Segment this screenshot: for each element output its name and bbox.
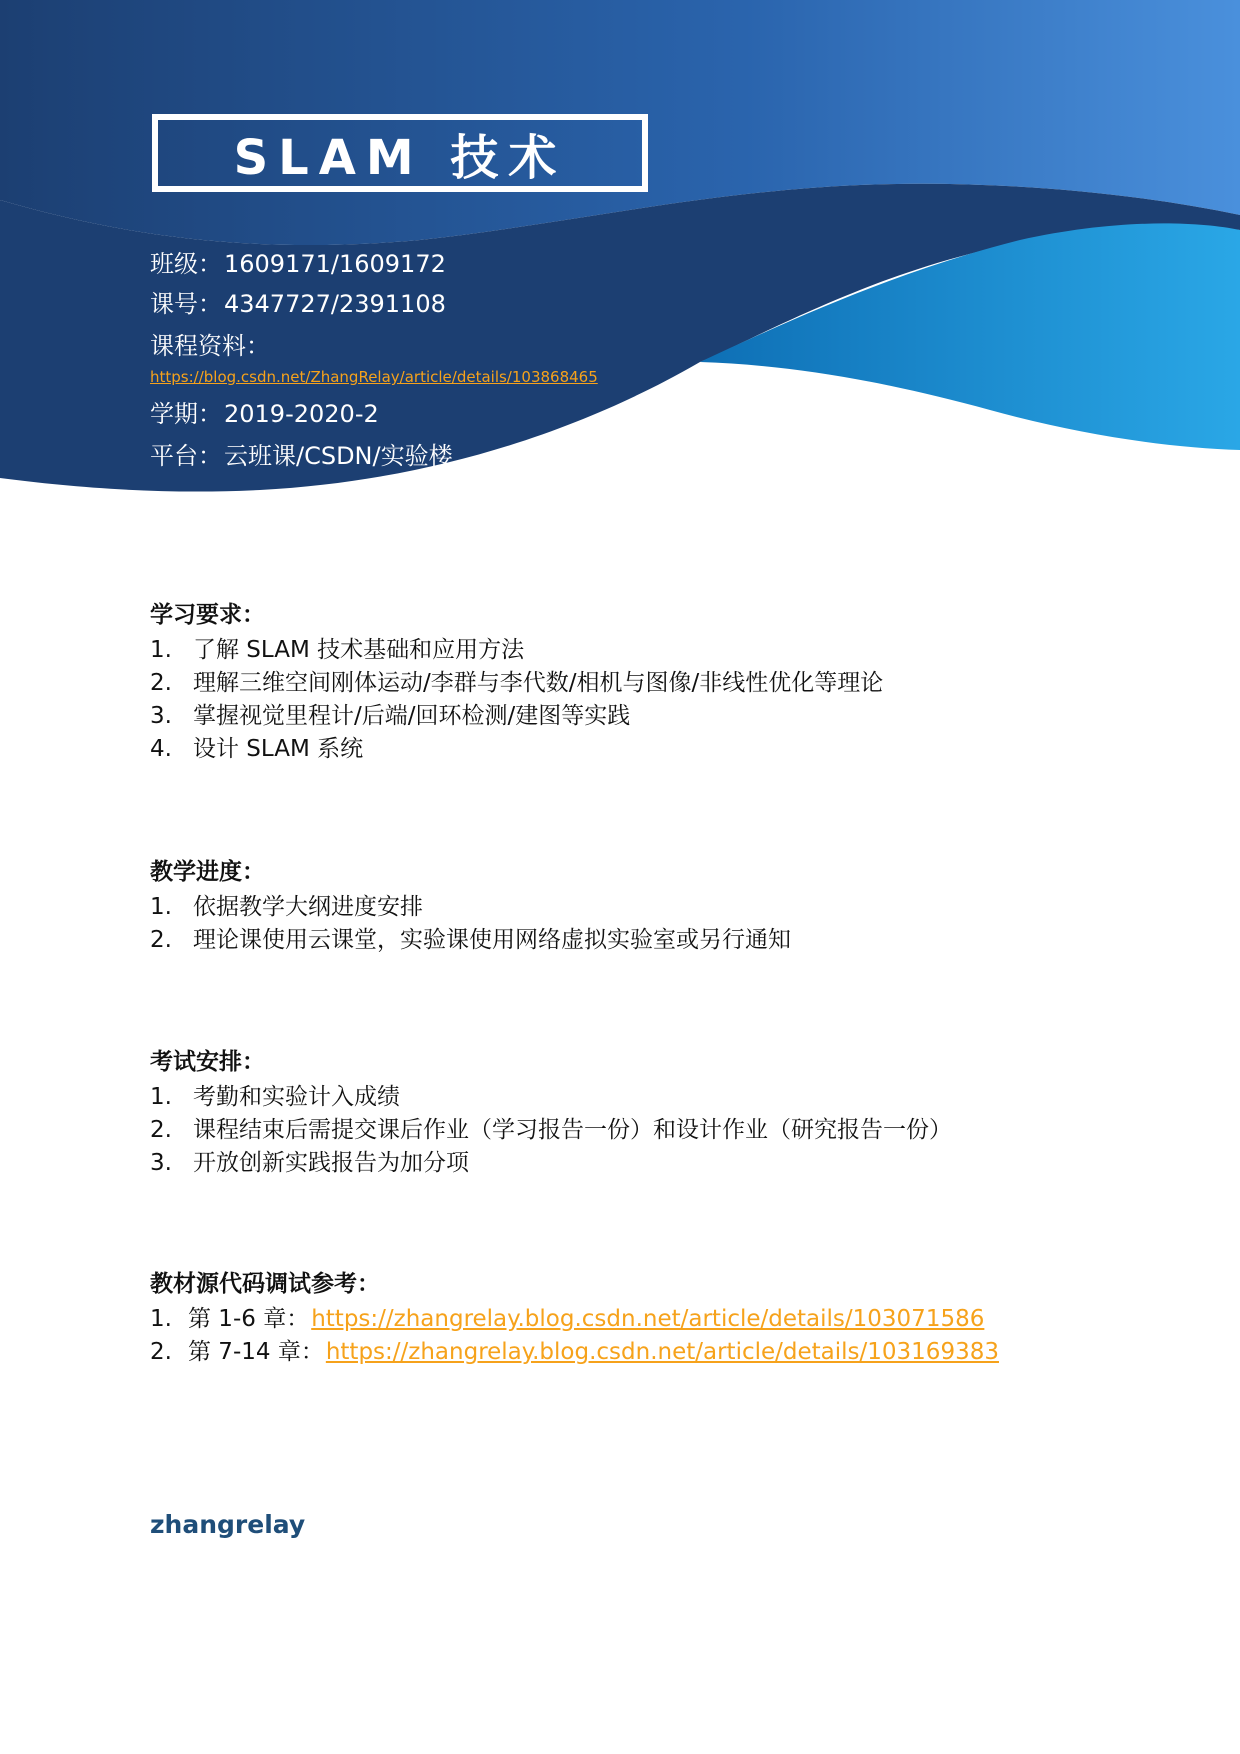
list-item <box>150 1303 1150 1336</box>
list-item <box>150 1147 1150 1180</box>
platform-label: 平台： <box>150 442 222 470</box>
item-text: 开放创新实践报告为加分项 <box>193 1150 469 1176</box>
list-item <box>150 634 1150 667</box>
exam-heading: 考试安排： <box>150 1049 265 1075</box>
class-value: 1609171/1609172 <box>224 250 446 278</box>
list-item <box>150 891 1150 924</box>
list-item <box>150 733 1150 766</box>
item-number: 2. <box>150 1339 172 1365</box>
term-line <box>150 398 379 430</box>
requirements-list <box>150 634 1150 766</box>
course-label: 课号： <box>150 290 222 318</box>
source-list <box>150 1303 1150 1369</box>
exam-section <box>150 1045 1150 1180</box>
requirements-section <box>150 598 1150 766</box>
item-number: 1. <box>150 1306 172 1332</box>
materials-label: 课程资料： <box>150 332 270 360</box>
progress-section <box>150 855 1150 957</box>
platform-line <box>150 440 453 472</box>
source-section <box>150 1267 1150 1369</box>
term-label: 学期： <box>150 400 222 428</box>
item-text: 课程结束后需提交课后作业（学习报告一份）和设计作业（研究报告一份） <box>193 1117 952 1143</box>
term-value: 2019-2020-2 <box>224 400 379 428</box>
item-text: 设计 SLAM 系统 <box>193 736 364 762</box>
source-heading: 教材源代码调试参考： <box>150 1271 380 1297</box>
item-text: 了解 SLAM 技术基础和应用方法 <box>193 637 525 663</box>
author-signature: zhangrelay <box>150 1510 306 1539</box>
item-number: 3. <box>150 1150 172 1176</box>
progress-heading: 教学进度： <box>150 859 265 885</box>
item-label: 第 1-6 章： <box>188 1306 310 1332</box>
item-number: 2. <box>150 927 172 953</box>
item-label: 第 7-14 章： <box>188 1339 324 1365</box>
materials-link[interactable]: https://blog.csdn.net/ZhangRelay/article/details/103868465 <box>150 368 598 386</box>
list-item <box>150 667 1150 700</box>
course-value: 4347727/2391108 <box>224 290 446 318</box>
list-item <box>150 700 1150 733</box>
progress-list <box>150 891 1150 957</box>
course-line <box>150 288 446 320</box>
platform-value: 云班课/CSDN/实验楼 <box>224 442 453 470</box>
item-number: 1. <box>150 637 172 663</box>
materials-line <box>150 330 270 362</box>
item-number: 2. <box>150 670 172 696</box>
title-box <box>152 114 648 192</box>
item-number: 2. <box>150 1117 172 1143</box>
item-number: 1. <box>150 1084 172 1110</box>
exam-list <box>150 1081 1150 1180</box>
source-link-chapters-7-14[interactable]: https://zhangrelay.blog.csdn.net/article/details/103169383 <box>325 1339 999 1365</box>
item-number: 1. <box>150 894 172 920</box>
requirements-heading: 学习要求： <box>150 602 265 628</box>
class-line <box>150 248 446 280</box>
item-text: 依据教学大纲进度安排 <box>193 894 423 920</box>
page-title: SLAM 技术 <box>233 129 567 186</box>
list-item <box>150 1336 1150 1369</box>
item-number: 3. <box>150 703 172 729</box>
item-text: 理论课使用云课堂，实验课使用网络虚拟实验室或另行通知 <box>193 927 791 953</box>
item-text: 理解三维空间刚体运动/李群与李代数/相机与图像/非线性优化等理论 <box>193 670 884 696</box>
list-item <box>150 1114 1150 1147</box>
source-link-chapters-1-6[interactable]: https://zhangrelay.blog.csdn.net/article/details/103071586 <box>311 1306 985 1332</box>
list-item <box>150 1081 1150 1114</box>
item-number: 4. <box>150 736 172 762</box>
class-label: 班级： <box>150 250 222 278</box>
item-text: 考勤和实验计入成绩 <box>193 1084 400 1110</box>
list-item <box>150 924 1150 957</box>
item-text: 掌握视觉里程计/后端/回环检测/建图等实践 <box>193 703 631 729</box>
